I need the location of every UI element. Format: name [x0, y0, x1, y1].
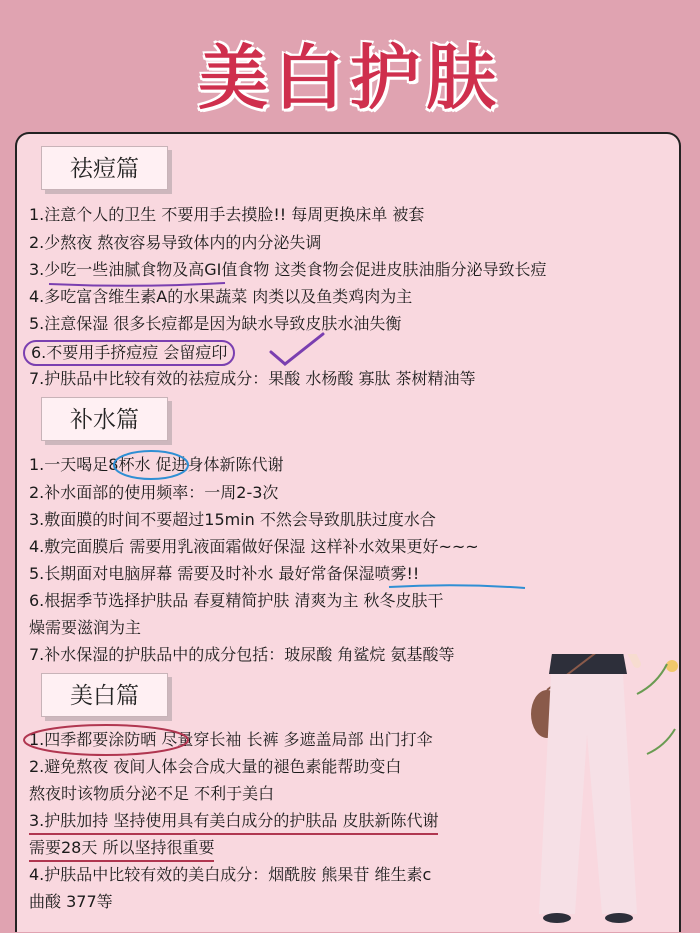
whitening-tip-3-cont: 需要28天 所以坚持很重要	[29, 837, 214, 862]
section-heading-hydration: 补水篇	[41, 397, 168, 441]
whitening-tip-4-cont: 曲酸 377等	[29, 892, 113, 911]
hydration-tip-6-cont: 燥需要滋润为主	[29, 618, 142, 637]
acne-tip-6: 6.不要用手挤痘痘 会留痘印	[23, 340, 235, 366]
hydration-tip-7: 7.补水保湿的护肤品中的成分包括：玻尿酸 角鲨烷 氨基酸等	[29, 645, 455, 664]
checkmark-icon	[267, 330, 327, 370]
underline-spray-mark	[387, 581, 527, 591]
circle-sunscreen-mark	[21, 723, 191, 757]
acne-tip-5: 5.注意保湿 很多长痘都是因为缺水导致皮肤水油失衡	[29, 314, 402, 333]
hydration-tip-6: 6.根据季节选择护肤品 春夏精简护肤 清爽为主 秋冬皮肤干	[29, 591, 444, 610]
whitening-tip-4: 4.护肤品中比较有效的美白成分：烟酰胺 熊果苷 维生素c	[29, 865, 432, 884]
acne-tip-3: 3.少吃一些油腻食物及高GI值食物 这类食物会促进皮肤油脂分泌导致长痘	[29, 260, 547, 279]
content-card	[15, 132, 681, 932]
girl-illustration	[487, 654, 681, 932]
hydration-tip-4: 4.敷完面膜后 需要用乳液面霜做好保湿 这样补水效果更好~~~	[29, 537, 479, 556]
circle-8-cups-mark	[111, 448, 191, 482]
hydration-tip-5: 5.长期面对电脑屏幕 需要及时补水 最好常备保湿喷雾!!	[29, 564, 420, 583]
hydration-tip-3: 3.敷面膜的时间不要超过15min 不然会导致肌肤过度水合	[29, 510, 436, 529]
whitening-tip-3: 3.护肤加持 坚持使用具有美白成分的护肤品 皮肤新陈代谢	[29, 810, 438, 835]
hydration-tip-2: 2.补水面部的使用频率：一周2-3次	[29, 483, 279, 502]
whitening-tip-2: 2.避免熬夜 夜间人体会合成大量的褪色素能帮助变白	[29, 757, 402, 776]
section-heading-whitening: 美白篇	[41, 673, 168, 717]
acne-tip-4: 4.多吃富含维生素A的水果蔬菜 肉类以及鱼类鸡肉为主	[29, 287, 413, 306]
underline-oil-food-mark	[47, 280, 227, 288]
acne-tip-7: 7.护肤品中比较有效的祛痘成分：果酸 水杨酸 寡肽 茶树精油等	[29, 369, 476, 388]
acne-tip-1: 1.注意个人的卫生 不要用手去摸脸!! 每周更换床单 被套	[29, 205, 425, 224]
whitening-tip-2-cont: 熬夜时该物质分泌不足 不利于美白	[29, 784, 275, 803]
acne-tip-2: 2.少熬夜 熬夜容易导致体内的内分泌失调	[29, 233, 322, 252]
whitening-tip-1: 1.四季都要涂防晒 尽量穿长袖 长裤 多遮盖局部 出门打伞	[29, 730, 433, 749]
hydration-tip-1: 1.一天喝足8杯水 促进身体新陈代谢	[29, 455, 284, 474]
page-title: 美白护肤	[198, 37, 502, 119]
section-heading-acne: 祛痘篇	[41, 146, 168, 190]
